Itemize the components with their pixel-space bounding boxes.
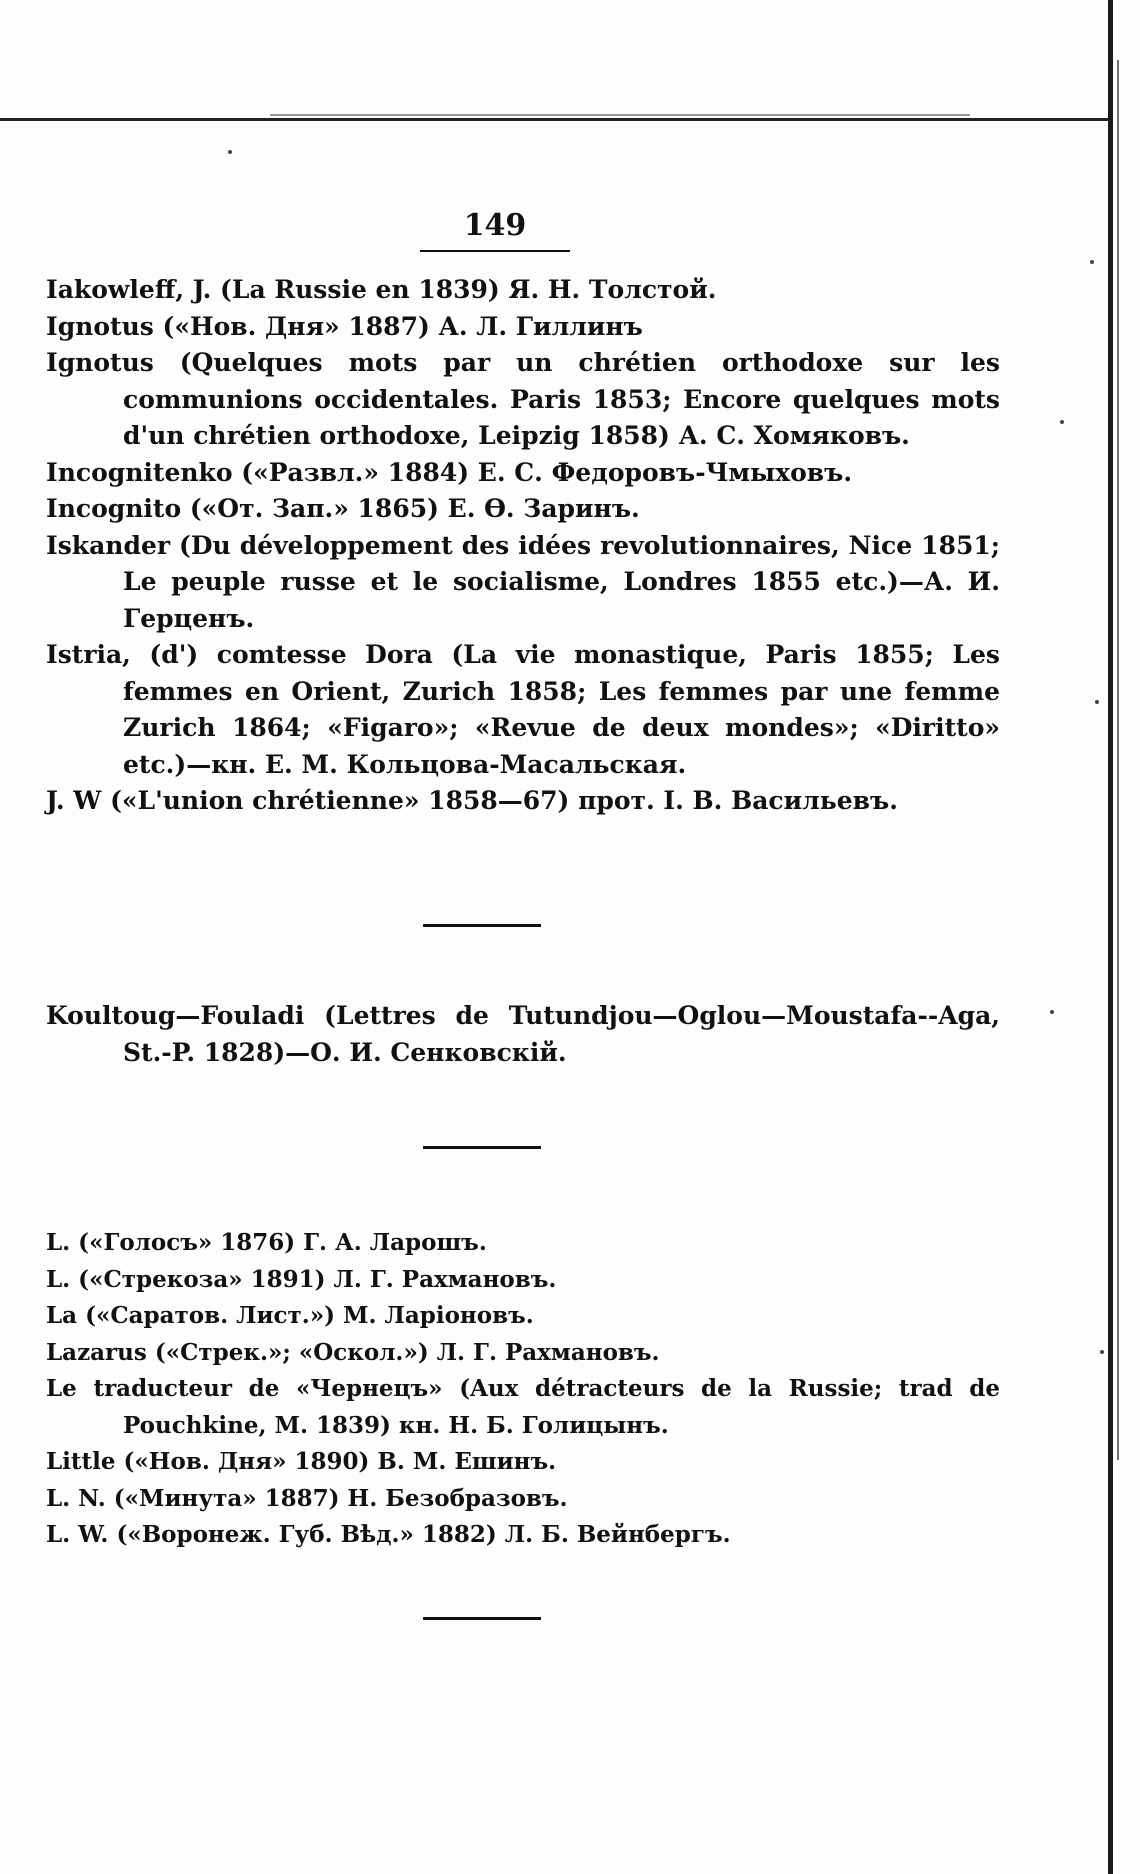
entry-j-w: J. W («L'union chrétienne» 1858—67) прот. І. В. Васильевъ.: [46, 786, 898, 815]
entry-ignotus-1: Ignotus («Нов. Дня» 1887) А. Л. Гиллинъ: [46, 311, 643, 341]
entry-l-strekoza: L. («Стрекоза» 1891) Л. Г. Рахмановъ.: [46, 1265, 557, 1293]
entry-la: La («Саратов. Лист.») М. Ларіоновъ.: [46, 1302, 534, 1329]
entry-le-traducteur: Le traducteur de «Чернецъ» (Aux détracteurs de la Russie; trad de Pouchkine, M. 1839) кн. Н. Б. Голицынъ.: [46, 1375, 1000, 1439]
section-separator-1: [423, 924, 541, 927]
page-number: 149: [463, 208, 527, 243]
book-spine-shadow: [1108, 0, 1113, 1874]
scan-speck: [1090, 260, 1094, 264]
scan-edge-line: [0, 118, 1108, 121]
scan-speck: [228, 150, 232, 154]
entry-group-i-j: [0, 272, 1000, 820]
entry-little: Little («Нов. Дня» 1890) В. М. Ешинъ.: [46, 1448, 557, 1475]
book-spine-shadow-secondary: [1117, 60, 1119, 1460]
section-separator-3: [423, 1617, 541, 1620]
entry-lazarus: Lazarus («Стрек.»; «Оскол.») Л. Г. Рахмановъ.: [46, 1338, 660, 1366]
entry-incognitenko: Incognitenko («Развл.» 1884) Е. С. Федоровъ-Чмыховъ.: [46, 457, 853, 487]
scan-edge-line-faint: [270, 114, 970, 116]
entry-ignotus-2: Ignotus (Quelques mots par un chrétien orthodoxe sur les communions occidentales. Paris 1853; Encore quelques mots d'un chrétien orthodoxe, Leipzig 1858) А. С. Хомяковъ.: [46, 348, 1000, 450]
entry-l-n: L. N. («Минута» 1887) Н. Безобразовъ.: [46, 1484, 568, 1512]
scan-speck: [1100, 1350, 1104, 1354]
section-separator-2: [423, 1146, 541, 1149]
scan-speck: [1050, 1010, 1054, 1014]
entry-istria: Istria, (d') comtesse Dora (La vie monastique, Paris 1855; Les femmes en Orient, Zurich 1858; Les femmes par une femme Zurich 1864; «Figaro»; «Revue de deux mondes»; «Diritto» etc.)—кн. Е. М. Кольцова-Масальская.: [46, 640, 1000, 779]
entry-l-w: L. W. («Воронеж. Губ. Вѣд.» 1882) Л. Б. Вейнбергъ.: [46, 1521, 731, 1548]
entry-iakowleff: Iakowleff, J. (La Russie en 1839) Я. Н. Толстой.: [46, 275, 717, 304]
entry-group-l: [0, 1225, 1000, 1554]
page-number-rule: [420, 250, 570, 252]
scan-speck: [1060, 420, 1064, 424]
scan-speck: [1095, 700, 1099, 704]
entry-koultoug-fouladi: Koultoug—Fouladi (Lettres de Tutundjou—Oglou—Moustafa--Aga, St.-P. 1828)—О. И. Сенковскій.: [46, 1001, 1000, 1067]
entry-group-k: [0, 998, 1000, 1071]
entry-l-golos: L. («Голосъ» 1876) Г. А. Ларошъ.: [46, 1229, 487, 1256]
entry-incognito: Incognito («От. Зап.» 1865) Е. Ѳ. Заринъ.: [46, 494, 640, 523]
entry-iskander: Iskander (Du développement des idées revolutionnaires, Nice 1851; Le peuple russe et le socialisme, Londres 1855 etc.)—А. И. Герценъ.: [46, 530, 1000, 633]
